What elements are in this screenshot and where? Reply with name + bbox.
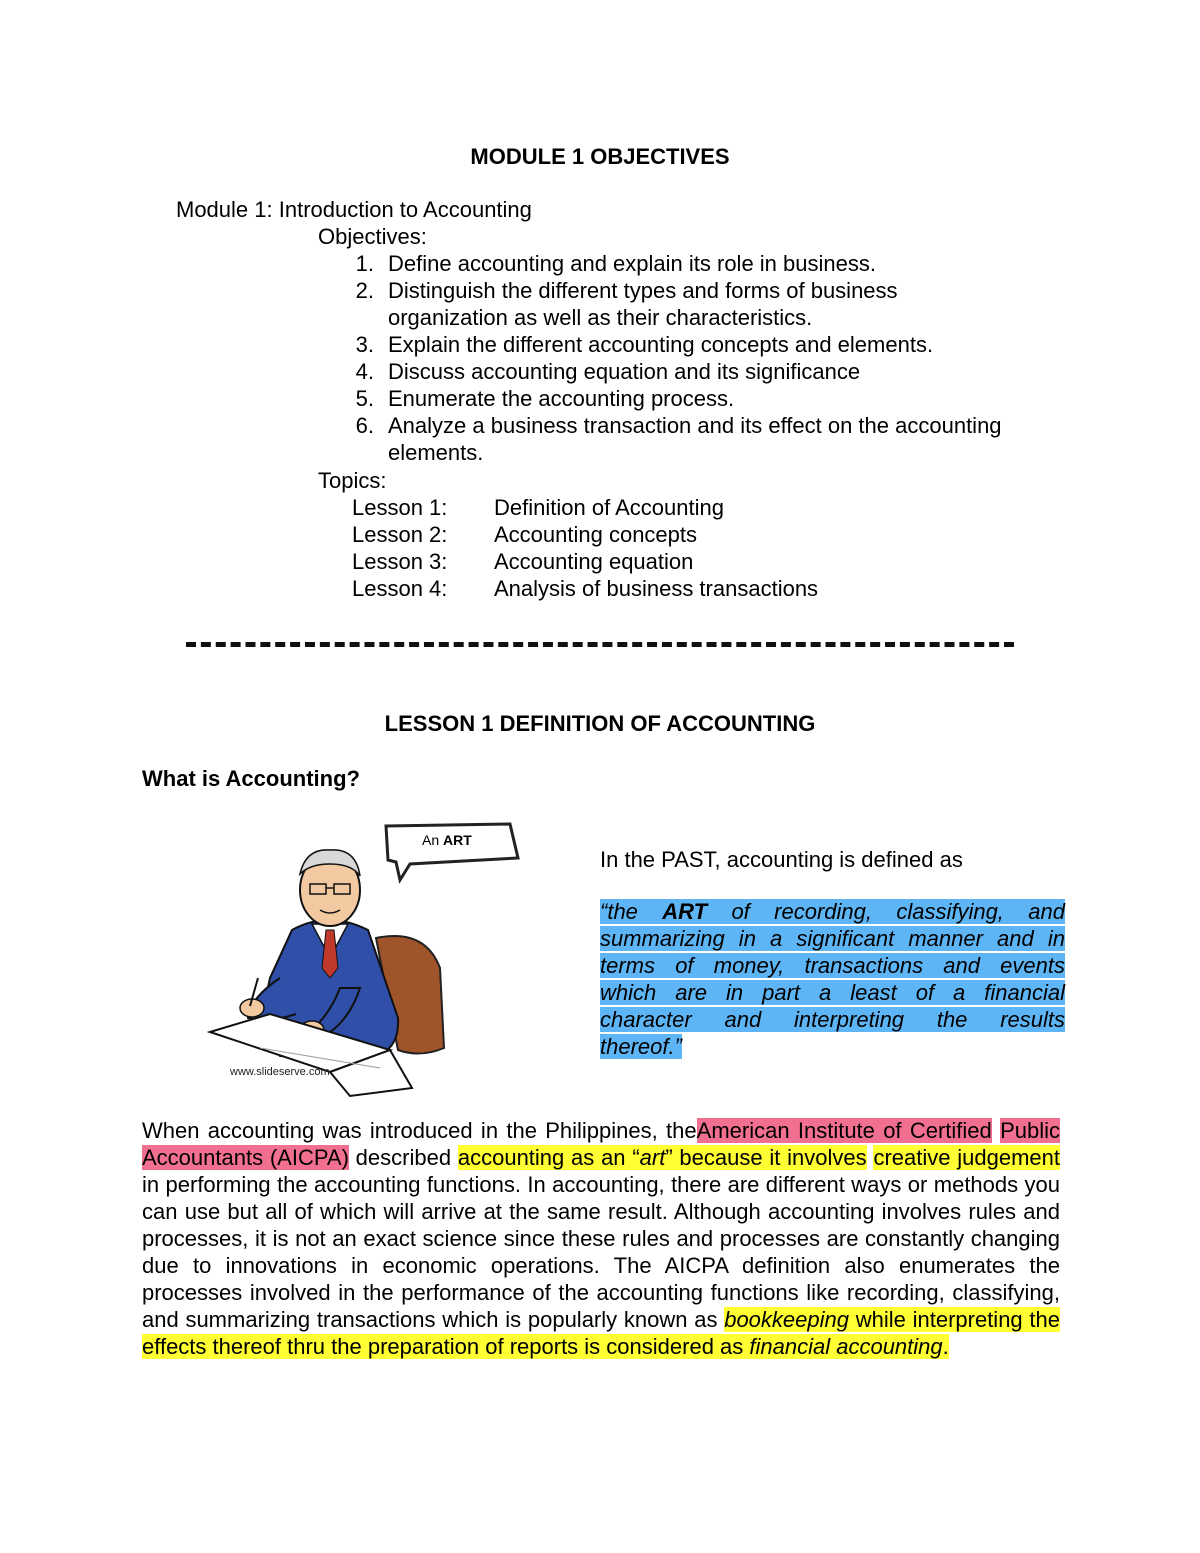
objective-number: 3.	[355, 332, 374, 357]
topic-lesson: Lesson 4:	[352, 576, 448, 601]
bookkeeping-term: bookkeeping	[724, 1307, 849, 1332]
art-word: art	[639, 1145, 666, 1170]
topic-lesson: Lesson 1:	[352, 495, 448, 520]
objective-number: 4.	[355, 359, 374, 384]
quote-art-word: ART	[662, 899, 708, 924]
objective-item	[338, 250, 1002, 277]
quote-line	[600, 979, 1065, 1006]
objective-item-continued	[338, 304, 1002, 331]
quote-highlight: terms of money, transactions and events	[600, 953, 1065, 978]
topic-lesson: Lesson 3:	[352, 549, 448, 574]
objective-item	[338, 331, 1002, 358]
topic-title: Analysis of business transactions	[494, 576, 819, 601]
para-text: When accounting was introduced in the Philippines, the	[142, 1118, 697, 1143]
quote-highlight: character and interpreting the results	[600, 1007, 1065, 1032]
module-heading: MODULE 1 OBJECTIVES	[470, 144, 730, 169]
creative-judgement-highlight: creative judgement	[873, 1145, 1060, 1170]
speech-bubble-word: ART	[443, 832, 472, 848]
objective-number: 5.	[355, 386, 374, 411]
aicpa-highlight: Public Accountants (AICPA)	[142, 1118, 1060, 1170]
objective-text: organization as well as their characteristics.	[388, 305, 813, 330]
objectives-list	[338, 250, 1002, 466]
objective-item	[338, 385, 1002, 412]
financial-accounting-term: financial accounting	[749, 1334, 943, 1359]
art-highlight	[458, 1145, 867, 1170]
speech-bubble-prefix: An	[422, 832, 440, 848]
objective-text: Analyze a business transaction and its effect on the accounting	[388, 413, 1002, 438]
quote-line	[600, 1006, 1065, 1033]
objective-item	[338, 277, 1002, 304]
objective-number: 1.	[355, 251, 374, 276]
quote-line	[600, 925, 1065, 952]
para-text: described	[348, 1145, 458, 1170]
topics-label: Topics:	[318, 468, 387, 493]
lesson-question: What is Accounting?	[142, 766, 360, 791]
quote-highlight: which are in part a least of a financial	[600, 980, 1065, 1005]
para-text: .	[942, 1334, 949, 1359]
aicpa-highlight: American Institute of Certified	[696, 1118, 992, 1143]
accountant-clipart	[200, 818, 530, 1098]
quote-text: “the	[600, 899, 663, 924]
objective-text: Enumerate the accounting process.	[388, 386, 735, 411]
para-text: ” because it involves	[665, 1145, 867, 1170]
section-divider	[186, 642, 1014, 647]
quote-highlight: summarizing in a significant manner and in	[600, 926, 1065, 951]
topic-item	[352, 575, 818, 602]
quote-highlight: thereof.”	[600, 1034, 682, 1059]
topic-item	[352, 548, 818, 575]
speech-bubble-text	[422, 832, 472, 848]
objective-text: elements.	[388, 440, 484, 465]
objective-item	[338, 412, 1002, 439]
quote-line	[600, 1033, 1065, 1060]
topic-title: Definition of Accounting	[494, 495, 724, 520]
quote-line	[600, 952, 1065, 979]
objective-number: 2.	[355, 278, 374, 303]
para-text: while interpreting the effects thereof thru the preparation of reports is considered as	[142, 1307, 1060, 1359]
module-subtitle: Module 1: Introduction to Accounting	[176, 197, 532, 222]
image-credit: www.slideserve.com	[230, 1066, 330, 1078]
objective-text: Distinguish the different types and forms of business	[388, 278, 898, 303]
objective-text: Define accounting and explain its role in business.	[388, 251, 876, 276]
para-text: accounting as an “	[457, 1145, 640, 1170]
objectives-label: Objectives:	[318, 224, 427, 249]
objective-item-continued	[338, 439, 1002, 466]
objective-text: Discuss accounting equation and its significance	[388, 359, 861, 384]
objective-number: 6.	[355, 413, 374, 438]
accountant-clipart-svg	[200, 818, 530, 1098]
topic-title: Accounting concepts	[494, 522, 698, 547]
topic-title: Accounting equation	[494, 549, 694, 574]
topic-item	[352, 494, 818, 521]
quote-highlight	[600, 899, 1065, 924]
objective-text: Explain the different accounting concepts and elements.	[388, 332, 934, 357]
quote-line	[600, 898, 1065, 925]
objective-item	[338, 358, 1002, 385]
para-text: in performing the accounting functions. In accounting, there are different ways or methods you can use but all of which will arrive at the same result. Although accounting involves rules and processes, it is not an exact science since these rules and processes are constantly changing due to innovations in economic operations. The AICPA definition also enumerates the processes involved in the performance of the accounting functions like recording, classifying, and summarizing transactions which is popularly known as	[142, 1172, 1060, 1332]
quote-text: of recording, classifying, and	[707, 899, 1065, 924]
topic-item	[352, 521, 818, 548]
past-intro: In the PAST, accounting is defined as	[600, 847, 963, 872]
topic-lesson: Lesson 2:	[352, 522, 448, 547]
aicpa-quote	[600, 898, 1065, 1060]
topics-list	[352, 494, 818, 602]
lesson-heading: LESSON 1 DEFINITION OF ACCOUNTING	[384, 711, 816, 736]
intro-paragraph	[142, 1117, 1060, 1360]
